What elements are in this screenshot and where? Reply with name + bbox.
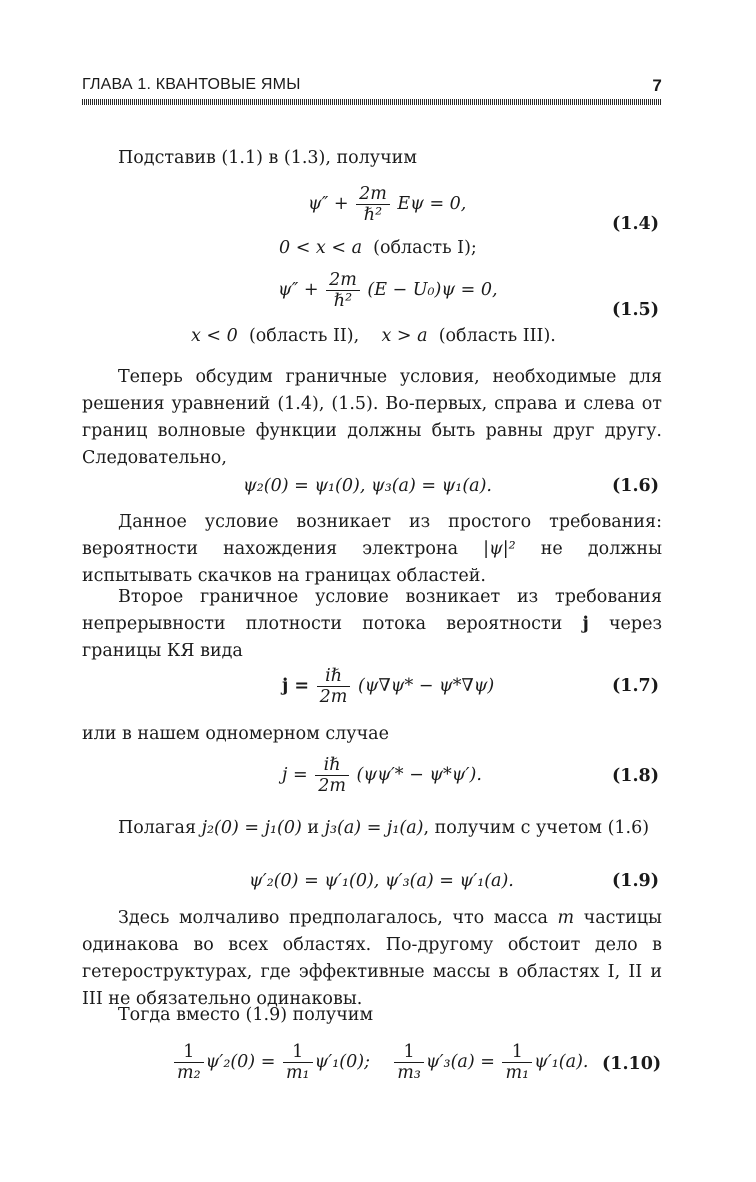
equation-number-1-7: (1.7) <box>612 676 660 696</box>
equation-1-7: j = $\frac{\text{iℏ}}{2m}$ (ψ∇ψ* − ψ*∇ψ) <box>282 666 495 707</box>
running-header <box>82 76 662 100</box>
equation-number-1-6: (1.6) <box>612 476 660 496</box>
equation-1-9: ψ′₂(0) = ψ′₁(0), ψ′₃(a) = ψ′₁(a). <box>249 871 514 891</box>
paragraph-then: Тогда вместо (1.9) получим <box>118 1005 374 1025</box>
paragraph-assuming: Полагая j₂(0) = j₁(0) и j₃(a) = j₁(a), получим с учетом (1.6) <box>118 818 650 838</box>
paragraph-effective-mass: Здесь молчаливо предполагалось, что масса m частицы одинакова во всех областях. По-другому обстоит дело в гетероструктурах, где эффективные массы в областях I, II и III не обязательно одинаковы. <box>82 908 662 1009</box>
equation-number-1-8: (1.8) <box>612 766 660 786</box>
page-number: 7 <box>652 76 662 95</box>
fraction: $\frac{\text{iℏ}}{2m}$ <box>317 666 351 707</box>
equation-number-1-4: (1.4) <box>612 214 660 234</box>
paragraph-current-density: Второе граничное условие возникает из требования непрерывности плотности потока вероятности j через границы КЯ вида <box>82 587 662 661</box>
equation-number-1-9: (1.9) <box>612 871 660 891</box>
header-rule <box>82 99 662 105</box>
fraction: $\frac{1}{\text{m₁}}$ <box>502 1042 532 1083</box>
fraction: $\frac{1}{\text{m₁}}$ <box>283 1042 313 1083</box>
fraction: $\frac{2m}{\text{ℏ²}}$ <box>356 184 390 225</box>
equation-1-6: ψ₂(0) = ψ₁(0), ψ₃(a) = ψ₁(a). <box>243 476 492 496</box>
chapter-title: ГЛАВА 1. КВАНТОВЫЕ ЯМЫ <box>82 76 301 93</box>
equation-1-8: j = $\frac{\text{iℏ}}{2m}$ (ψψ′* − ψ*ψ′). <box>282 755 482 796</box>
paragraph-substitution: Подставив (1.1) в (1.3), получим <box>118 148 417 168</box>
paragraph-boundary-conditions: Теперь обсудим граничные условия, необходимые для решения уравнений (1.4), (1.5). Во-первых, справа и слева от границ волновые функции должны быть равны друг другу. Следовательно, <box>82 367 662 468</box>
equation-1-4-main: ψ″ + $\frac{2m}{\text{ℏ²}}$ Eψ = 0, <box>308 184 467 225</box>
paragraph-one-dimensional: или в нашем одномерном случае <box>82 724 389 744</box>
equation-1-10: $\frac{1}{\text{m₂}}$ ψ′₂(0) = $\frac{1}{\text{m₁}}$ ψ′₁(0); $\frac{1}{\text{m₃}}$ ψ′₃(a) = $\frac{1}{\text{m₁}}$ ψ′₁(a). <box>172 1042 588 1083</box>
fraction: $\frac{\text{iℏ}}{2m}$ <box>315 755 349 796</box>
fraction: $\frac{1}{\text{m₃}}$ <box>394 1042 424 1083</box>
equation-1-4-condition: 0 < x < a (область I); <box>279 238 477 258</box>
equation-1-5-main: ψ″ + $\frac{2m}{\text{ℏ²}}$ (E − U₀)ψ = 0, <box>278 270 498 311</box>
fraction: $\frac{1}{\text{m₂}}$ <box>174 1042 204 1083</box>
equation-number-1-10: (1.10) <box>602 1054 662 1074</box>
paragraph-continuity: Данное условие возникает из простого требования: вероятности нахождения электрона |ψ|² не должны испытывать скачков на границах областей. <box>82 512 662 586</box>
fraction: $\frac{2m}{\text{ℏ²}}$ <box>326 270 360 311</box>
equation-number-1-5: (1.5) <box>612 300 660 320</box>
equation-1-5-condition: x < 0 (область II), x > a (область III). <box>191 326 556 346</box>
